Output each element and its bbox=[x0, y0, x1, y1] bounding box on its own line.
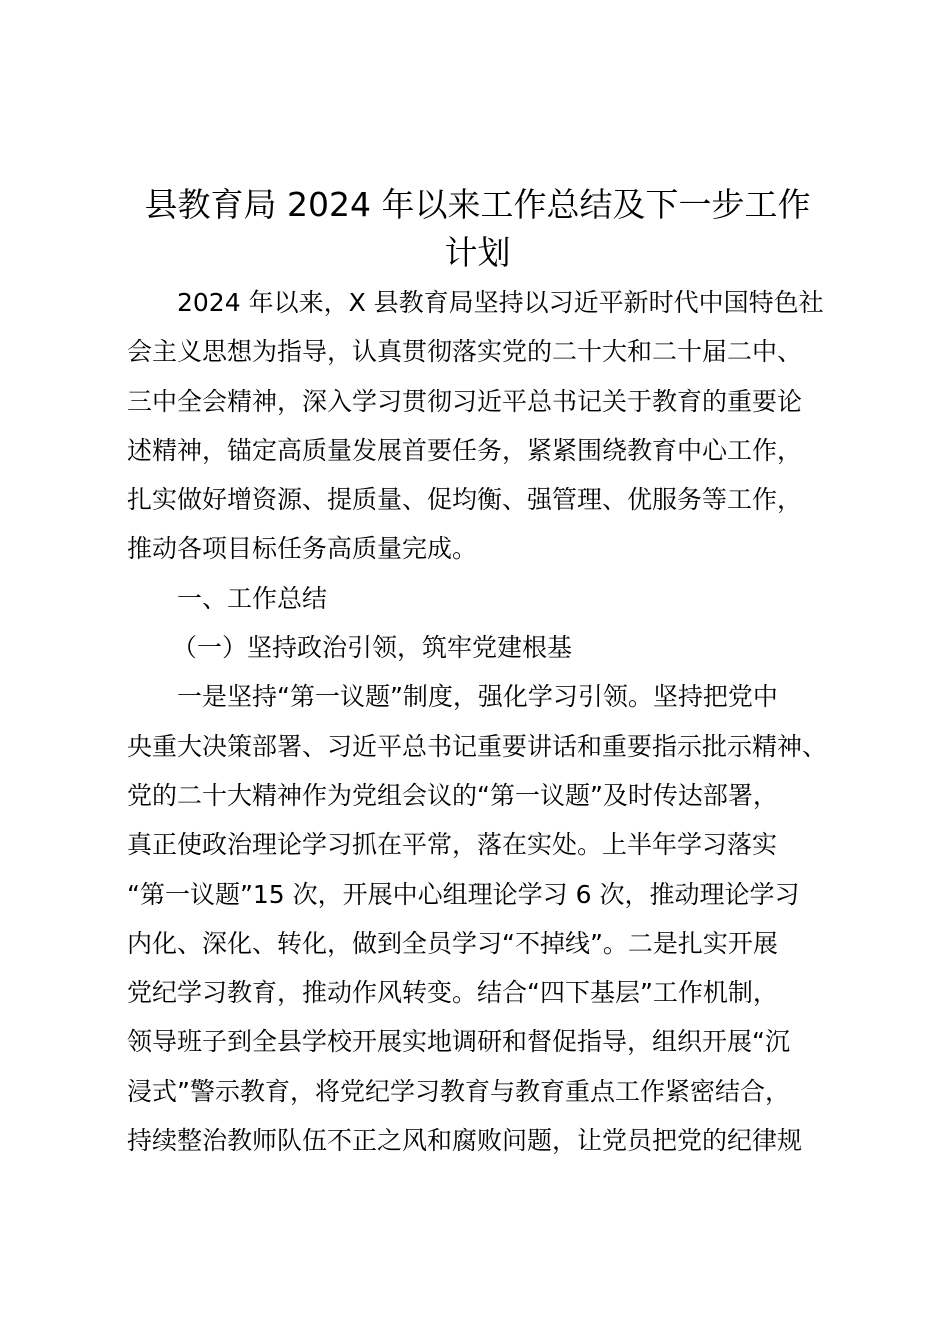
body-line: 一是坚持“第一议题”制度，强化学习引领。坚持把党中 bbox=[177, 682, 778, 712]
body-line: 真正使政治理论学习抓在平常，落在实处。上半年学习落实 bbox=[127, 830, 778, 860]
document-body bbox=[127, 278, 847, 1165]
body-line: 扎实做好增资源、提质量、促均衡、强管理、优服务等工作， bbox=[127, 485, 803, 515]
document-title-line-2: 计划 bbox=[444, 233, 511, 272]
body-line: 持续整治教师队伍不正之风和腐败问题，让党员把党的纪律规 bbox=[127, 1126, 803, 1156]
body-line: 央重大决策部署、习近平总书记重要讲话和重要指示批示精神、 bbox=[127, 731, 828, 761]
body-line: 内化、深化、转化，做到全员学习“不掉线”。二是扎实开展 bbox=[127, 928, 778, 958]
body-line: 会主义思想为指导，认真贯彻落实党的二十大和二十届二中、 bbox=[127, 337, 803, 367]
body-line: 2024 年以来，X 县教育局坚持以习近平新时代中国特色社 bbox=[177, 288, 824, 317]
document-title-line-1: 县教育局 2024 年以来工作总结及下一步工作 bbox=[144, 185, 811, 224]
body-line: 领导班子到全县学校开展实地调研和督促指导，组织开展“沉 bbox=[127, 1027, 790, 1057]
body-line: “第一议题”15 次，开展中心组理论学习 6 次，推动理论学习 bbox=[127, 879, 800, 909]
section-heading: 一、工作总结 bbox=[177, 583, 328, 613]
body-line: 推动各项目标任务高质量完成。 bbox=[127, 534, 478, 564]
body-line: 三中全会精神，深入学习贯彻习近平总书记关于教育的重要论 bbox=[127, 386, 803, 416]
body-line: 党的二十大精神作为党组会议的“第一议题”及时传达部署， bbox=[127, 780, 778, 810]
subsection-heading: （一）坚持政治引领，筑牢党建根基 bbox=[172, 633, 573, 663]
body-line: 述精神，锚定高质量发展首要任务，紧紧围绕教育中心工作， bbox=[127, 435, 803, 465]
body-line: 浸式”警示教育，将党纪学习教育与教育重点工作紧密结合， bbox=[127, 1076, 790, 1106]
body-line: 党纪学习教育，推动作风转变。结合“四下基层”工作机制， bbox=[127, 978, 778, 1008]
